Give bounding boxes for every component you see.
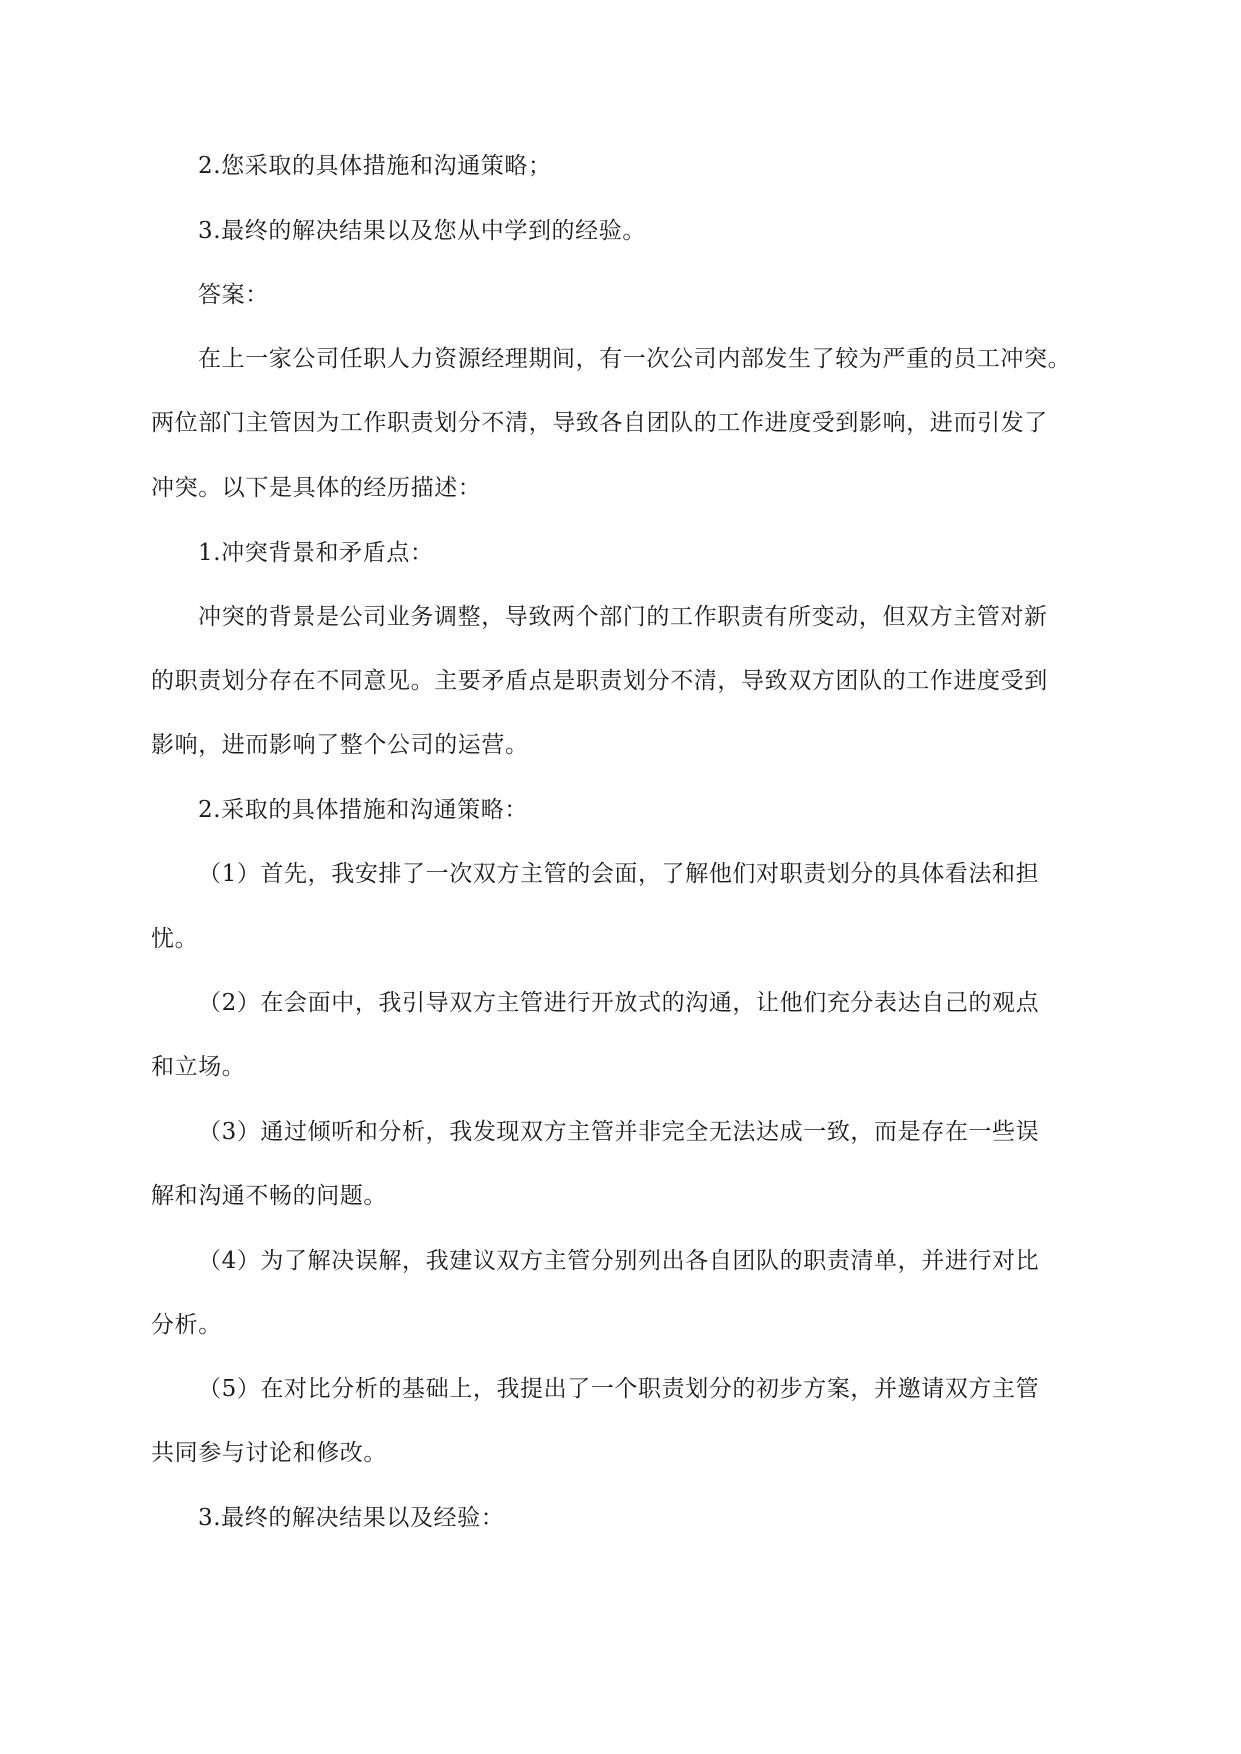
measure-4-line-2: 分析。 <box>151 1312 222 1338</box>
measure-3-line-2: 解和沟通不畅的问题。 <box>151 1183 387 1209</box>
background-paragraph-line-1: 冲突的背景是公司业务调整，导致两个部门的工作职责有所变动，但双方主管对新 <box>198 604 1048 630</box>
measure-2-line-2: 和立场。 <box>151 1054 246 1080</box>
question-item-3: 3.最终的解决结果以及您从中学到的经验。 <box>198 218 646 244</box>
measure-1-line-1: （1）首先，我安排了一次双方主管的会面，了解他们对职责划分的具体看法和担 <box>198 861 1040 887</box>
measure-5-line-1: （5）在对比分析的基础上，我提出了一个职责划分的初步方案，并邀请双方主管 <box>198 1376 1040 1402</box>
answer-heading: 答案： <box>198 282 269 308</box>
measure-1-line-2: 忧。 <box>151 926 199 952</box>
section-heading-3: 3.最终的解决结果以及经验： <box>198 1505 505 1531</box>
intro-paragraph-line-3: 冲突。以下是具体的经历描述： <box>151 475 482 501</box>
section-heading-2: 2.采取的具体措施和沟通策略： <box>198 797 528 823</box>
background-paragraph-line-2: 的职责划分存在不同意见。主要矛盾点是职责划分不清，导致双方团队的工作进度受到 <box>151 668 1048 694</box>
intro-paragraph-line-1: 在上一家公司任职人力资源经理期间，有一次公司内部发生了较为严重的员工冲突。 <box>198 346 1072 372</box>
background-paragraph-line-3: 影响，进而影响了整个公司的运营。 <box>151 732 529 758</box>
measure-2-line-1: （2）在会面中，我引导双方主管进行开放式的沟通，让他们充分表达自己的观点 <box>198 990 1040 1016</box>
question-item-2: 2.您采取的具体措施和沟通策略； <box>198 153 552 179</box>
section-heading-1: 1.冲突背景和矛盾点： <box>198 540 434 566</box>
measure-4-line-1: （4）为了解决误解，我建议双方主管分别列出各自团队的职责清单，并进行对比 <box>198 1248 1040 1274</box>
measure-5-line-2: 共同参与讨论和修改。 <box>151 1440 387 1466</box>
intro-paragraph-line-2: 两位部门主管因为工作职责划分不清，导致各自团队的工作进度受到影响，进而引发了 <box>151 410 1048 436</box>
measure-3-line-1: （3）通过倾听和分析，我发现双方主管并非完全无法达成一致，而是存在一些误 <box>198 1119 1040 1145</box>
